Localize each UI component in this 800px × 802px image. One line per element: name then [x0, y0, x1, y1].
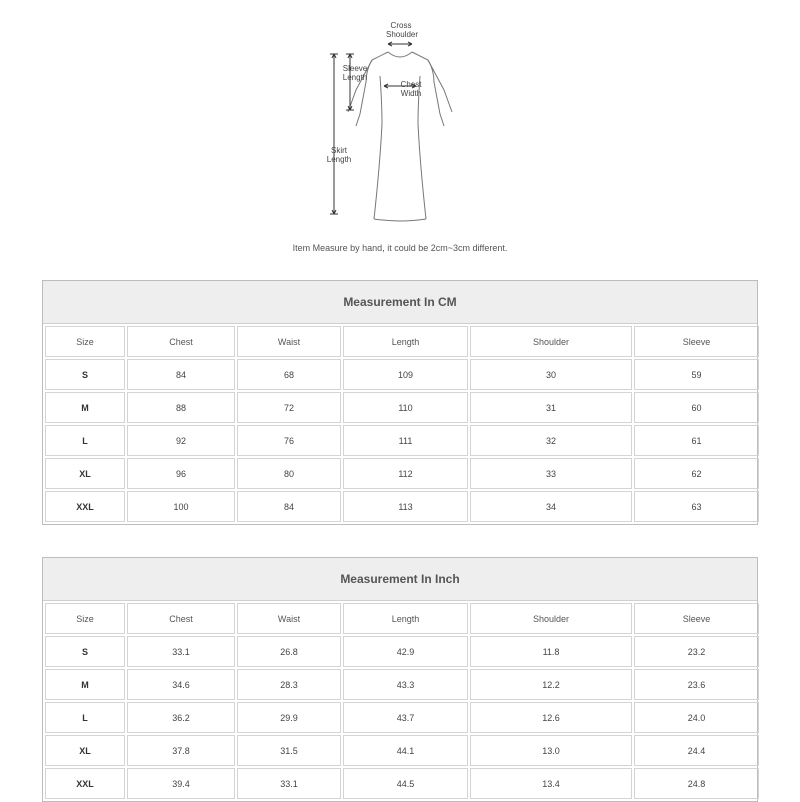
size-cell: XXL — [45, 768, 125, 799]
table-row — [45, 669, 759, 700]
length-cell: 109 — [343, 359, 468, 390]
waist-cell: 76 — [237, 425, 341, 456]
sleeve-cell: 23.2 — [634, 636, 759, 667]
sleeve-cell: 24.4 — [634, 735, 759, 766]
sleeve-cell: 24.8 — [634, 768, 759, 799]
length-cell: 111 — [343, 425, 468, 456]
waist-cell: 33.1 — [237, 768, 341, 799]
shoulder-cell: 31 — [470, 392, 632, 423]
header-chest: Chest — [127, 326, 235, 357]
table-header-row — [45, 326, 759, 357]
table-row — [45, 702, 759, 733]
chest-cell: 92 — [127, 425, 235, 456]
waist-cell: 80 — [237, 458, 341, 489]
waist-cell: 31.5 — [237, 735, 341, 766]
length-cell: 113 — [343, 491, 468, 522]
table-row — [45, 735, 759, 766]
table-row — [45, 458, 759, 489]
header-waist: Waist — [237, 603, 341, 634]
length-cell: 112 — [343, 458, 468, 489]
size-cell: L — [45, 425, 125, 456]
length-cell: 43.3 — [343, 669, 468, 700]
shoulder-cell: 12.6 — [470, 702, 632, 733]
length-cell: 44.5 — [343, 768, 468, 799]
sleeve-cell: 23.6 — [634, 669, 759, 700]
cm-table-grid — [43, 324, 761, 524]
table-row — [45, 359, 759, 390]
shoulder-cell: 34 — [470, 491, 632, 522]
waist-cell: 28.3 — [237, 669, 341, 700]
header-sleeve: Sleeve — [634, 603, 759, 634]
shoulder-cell: 13.4 — [470, 768, 632, 799]
header-waist: Waist — [237, 326, 341, 357]
chest-cell: 100 — [127, 491, 235, 522]
length-cell: 110 — [343, 392, 468, 423]
size-cell: XXL — [45, 491, 125, 522]
header-size: Size — [45, 326, 125, 357]
chest-cell: 34.6 — [127, 669, 235, 700]
size-cell: S — [45, 636, 125, 667]
header-length: Length — [343, 326, 468, 357]
header-sleeve: Sleeve — [634, 326, 759, 357]
shoulder-cell: 30 — [470, 359, 632, 390]
sleeve-cell: 24.0 — [634, 702, 759, 733]
measure-note: Item Measure by hand, it could be 2cm~3cm different. — [292, 243, 508, 253]
chest-cell: 36.2 — [127, 702, 235, 733]
size-cell: L — [45, 702, 125, 733]
header-length: Length — [343, 603, 468, 634]
dress-diagram — [300, 14, 500, 224]
size-cell: XL — [45, 458, 125, 489]
chest-cell: 88 — [127, 392, 235, 423]
sleeve-cell: 62 — [634, 458, 759, 489]
header-chest: Chest — [127, 603, 235, 634]
skirt-length-label: Skirt Length — [326, 146, 352, 164]
chest-cell: 84 — [127, 359, 235, 390]
chest-width-label: Chest Width — [400, 80, 422, 98]
header-shoulder: Shoulder — [470, 326, 632, 357]
inch-size-table — [42, 557, 758, 802]
cm-size-table — [42, 280, 758, 525]
size-cell: XL — [45, 735, 125, 766]
waist-cell: 26.8 — [237, 636, 341, 667]
shoulder-cell: 11.8 — [470, 636, 632, 667]
cm-table-title: Measurement In CM — [43, 281, 757, 324]
chest-cell: 33.1 — [127, 636, 235, 667]
sleeve-length-label: Sleeve Length — [342, 64, 368, 82]
waist-cell: 29.9 — [237, 702, 341, 733]
shoulder-cell: 32 — [470, 425, 632, 456]
size-cell: M — [45, 392, 125, 423]
sleeve-cell: 59 — [634, 359, 759, 390]
header-shoulder: Shoulder — [470, 603, 632, 634]
waist-cell: 84 — [237, 491, 341, 522]
cross-shoulder-label: Cross Shoulder — [386, 21, 419, 39]
inch-table-grid — [43, 601, 761, 801]
length-cell: 42.9 — [343, 636, 468, 667]
waist-cell: 72 — [237, 392, 341, 423]
sleeve-cell: 63 — [634, 491, 759, 522]
table-row — [45, 392, 759, 423]
chest-cell: 37.8 — [127, 735, 235, 766]
shoulder-cell: 13.0 — [470, 735, 632, 766]
table-header-row — [45, 603, 759, 634]
sleeve-cell: 60 — [634, 392, 759, 423]
inch-table-title: Measurement In Inch — [43, 558, 757, 601]
table-row — [45, 768, 759, 799]
size-cell: S — [45, 359, 125, 390]
shoulder-cell: 12.2 — [470, 669, 632, 700]
chest-cell: 39.4 — [127, 768, 235, 799]
dress-outline — [300, 14, 500, 224]
sleeve-cell: 61 — [634, 425, 759, 456]
size-cell: M — [45, 669, 125, 700]
length-cell: 44.1 — [343, 735, 468, 766]
table-row — [45, 636, 759, 667]
waist-cell: 68 — [237, 359, 341, 390]
chest-cell: 96 — [127, 458, 235, 489]
length-cell: 43.7 — [343, 702, 468, 733]
table-row — [45, 491, 759, 522]
header-size: Size — [45, 603, 125, 634]
shoulder-cell: 33 — [470, 458, 632, 489]
table-row — [45, 425, 759, 456]
